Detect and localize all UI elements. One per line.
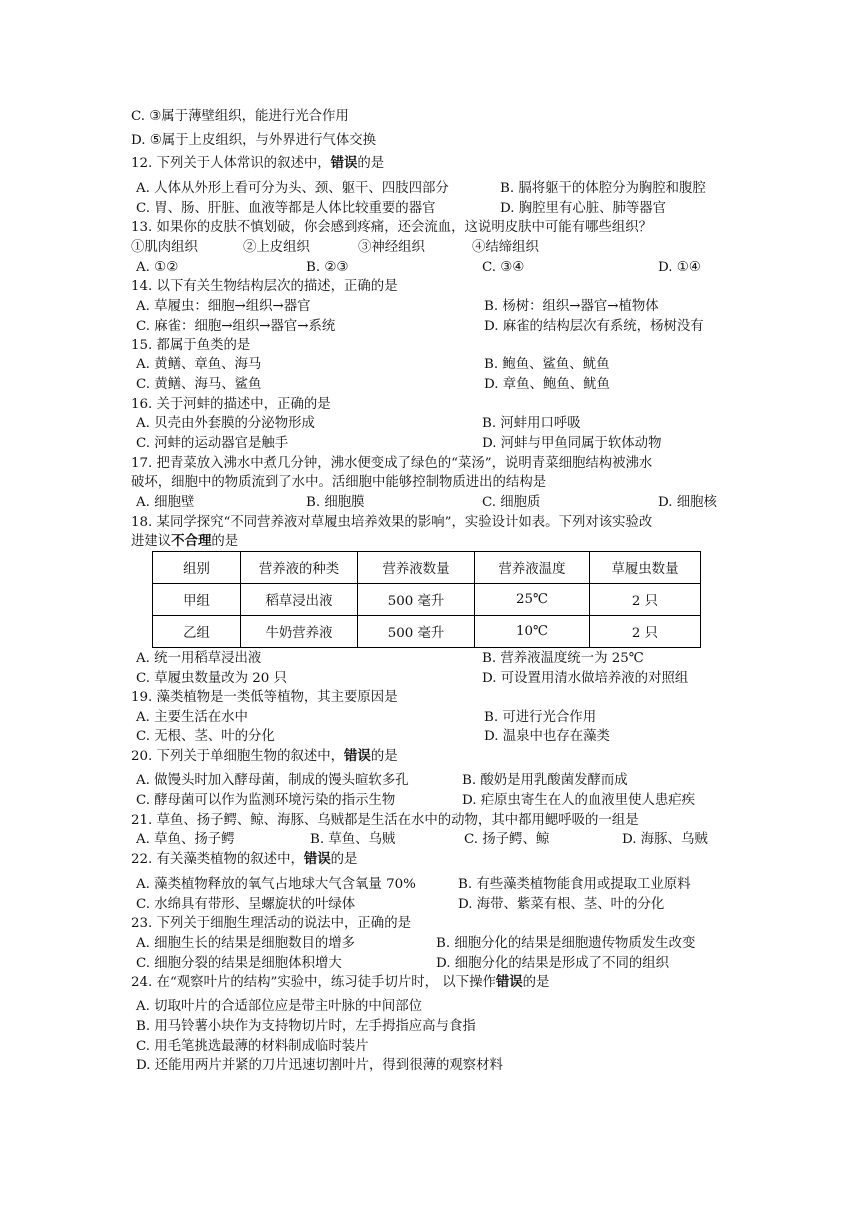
option-d: D. 河蚌与甲鱼同属于软体动物: [482, 436, 662, 451]
option-c: C. 细胞质: [482, 495, 541, 510]
question-20: 20. 下列关于单细胞生物的叙述中，错误的是: [131, 748, 398, 764]
option-d: D. 海带、紫菜有根、茎、叶的分化: [458, 897, 665, 912]
option-b: B. 细胞分化的结果是细胞遗传物质发生改变: [436, 936, 696, 951]
table-cell: 25℃: [475, 584, 590, 616]
table-cell: 10℃: [475, 616, 590, 648]
option-a: A. 黄鳝、章鱼、海马: [136, 357, 262, 372]
option-d: D. 胸腔里有心脏、肺等器官: [500, 201, 667, 216]
option-d: D. 细胞分化的结果是形成了不同的组织: [436, 956, 670, 971]
option-d: D. 还能用两片并紧的刀片迅速切割叶片，得到很薄的观察材料: [136, 1058, 503, 1073]
emphasis-word: 错误: [344, 748, 371, 764]
table-row: [153, 616, 701, 648]
option-b: B. 营养液温度统一为 25℃: [482, 651, 644, 666]
option-c: C. 水绵具有带形、呈螺旋状的叶绿体: [136, 897, 356, 912]
emphasis-word: 错误: [330, 155, 358, 171]
option-a: A. ①②: [136, 260, 179, 275]
option-a: A. 细胞生长的结果是细胞数目的增多: [136, 936, 356, 951]
option-c: C. 胃、肠、肝脏、血液等都是人体比较重要的器官: [136, 201, 436, 216]
option-d: D. ⑤属于上皮组织，与外界进行气体交换: [131, 133, 377, 148]
option-a: A. 人体从外形上看可分为头、颈、躯干、四肢四部分: [136, 181, 449, 196]
option-d: D. 章鱼、鲍鱼、鱿鱼: [484, 377, 610, 392]
question-13: 13. 如果你的皮肤不慎划破，你会感到疼痛，还会流血，这说明皮肤中可能有哪些组织？: [131, 220, 653, 235]
option-c: C. 酵母菌可以作为监测环境污染的指示生物: [136, 793, 396, 808]
table-cell: 500 毫升: [358, 616, 475, 648]
table-header-cell: 营养液温度: [475, 552, 590, 584]
option-b: B. 草鱼、乌贼: [310, 832, 396, 847]
table-cell: 牛奶营养液: [241, 616, 358, 648]
question-16: 16. 关于河蚌的描述中，正确的是: [131, 397, 331, 412]
table-header-row: [153, 552, 701, 584]
option-c: C. 细胞分裂的结果是细胞体积增大: [136, 956, 342, 971]
option-b: B. 酸奶是用乳酸菌发酵而成: [462, 773, 628, 788]
option-a: A. 细胞壁: [136, 495, 195, 510]
option-b: B. 细胞膜: [306, 495, 365, 510]
option-d: D. 麻雀的结构层次有系统，杨树没有: [484, 319, 704, 334]
question-17-line1: 17. 把青菜放入沸水中煮几分钟，沸水便变成了绿色的“菜汤”，说明青菜细胞结构被沸水: [131, 456, 653, 471]
question-21: 21. 草鱼、扬子鳄、鲸、海豚、乌贼都是生活在水中的动物，其中都用鳃呼吸的一组是: [131, 813, 639, 828]
experiment-table: [152, 551, 701, 648]
table-header-cell: 营养液数量: [358, 552, 475, 584]
option-c: C. 扬子鳄、鲸: [464, 832, 550, 847]
table-cell: 2 只: [590, 584, 701, 616]
choice-3: ③神经组织: [358, 240, 425, 255]
table-header-cell: 组别: [153, 552, 241, 584]
option-d: D. ①④: [658, 260, 701, 275]
emphasis-word: 不合理: [171, 533, 212, 549]
option-c: C. 麻雀：细胞→组织→器官→系统: [136, 319, 336, 334]
option-a: A. 贝壳由外套膜的分泌物形成: [136, 416, 315, 431]
table-row: [153, 584, 701, 616]
option-b: B. 有些藻类植物能食用或提取工业原料: [458, 877, 691, 892]
option-c: C. 河蚌的运动器官是触手: [136, 436, 289, 451]
choice-4: ④结缔组织: [472, 240, 539, 255]
option-c: C. 黄鳝、海马、鲨鱼: [136, 377, 262, 392]
question-22: 22. 有关藻类植物的叙述中，错误的是: [131, 851, 358, 867]
question-23: 23. 下列关于细胞生理活动的说法中，正确的是: [131, 916, 411, 931]
option-b: B. 杨树：组织→器官→植物体: [484, 299, 659, 314]
option-c: C. ③属于薄壁组织，能进行光合作用: [131, 109, 349, 124]
option-a: A. 草履虫：细胞→组织→器官: [136, 299, 311, 314]
option-a: A. 做馒头时加入酵母菌，制成的馒头暄软多孔: [136, 773, 409, 788]
option-d: D. 细胞核: [658, 495, 717, 510]
option-d: D. 温泉中也存在藻类: [484, 729, 610, 744]
table-header-cell: 草履虫数量: [590, 552, 701, 584]
table-cell: 乙组: [153, 616, 241, 648]
option-c: C. 用毛笔挑选最薄的材料制成临时装片: [136, 1039, 369, 1054]
question-14: 14. 以下有关生物结构层次的描述，正确的是: [131, 279, 398, 294]
emphasis-word: 错误: [495, 974, 523, 990]
question-12: 12. 下列关于人体常识的叙述中，错误的是: [131, 155, 385, 171]
question-18-line1: 18. 某同学探究“不同营养液对草履虫培养效果的影响”，实验设计如表。下列对该实验改: [131, 515, 653, 530]
option-a: A. 主要生活在水中: [136, 710, 248, 725]
emphasis-word: 错误: [303, 851, 331, 867]
table-header-cell: 营养液的种类: [241, 552, 358, 584]
option-b: B. 膈将躯干的体腔分为胸腔和腹腔: [500, 181, 706, 196]
option-d: D. 海豚、乌贼: [622, 832, 708, 847]
option-b: B. 鲍鱼、鲨鱼、鱿鱼: [484, 357, 610, 372]
option-a: A. 草鱼、扬子鳄: [136, 832, 235, 847]
question-15: 15. 都属于鱼类的是: [131, 338, 251, 353]
option-a: A. 切取叶片的合适部位应是带主叶脉的中间部位: [136, 999, 422, 1014]
table-cell: 稻草浸出液: [241, 584, 358, 616]
option-c: C. ③④: [482, 260, 525, 275]
question-17-line2: 破坏，细胞中的物质流到了水中。活细胞中能够控制物质进出的结构是: [131, 475, 547, 490]
option-b: B. 河蚌用口呼吸: [482, 416, 581, 431]
choice-2: ②上皮组织: [243, 240, 310, 255]
option-a: A. 统一用稻草浸出液: [136, 651, 262, 666]
question-19: 19. 藻类植物是一类低等植物，其主要原因是: [131, 690, 398, 705]
question-18-line2: 进建议不合理的是: [131, 533, 239, 549]
option-b: B. 用马铃薯小块作为支持物切片时，左手拇指应高与食指: [136, 1019, 476, 1034]
table-cell: 2 只: [590, 616, 701, 648]
question-24: 24. 在“观察叶片的结构”实验中，练习徒手切片时， 以下操作错误的是: [131, 974, 550, 990]
option-c: C. 无根、茎、叶的分化: [136, 729, 275, 744]
option-b: B. ②③: [306, 260, 349, 275]
option-c: C. 草履虫数量改为 20 只: [136, 671, 287, 686]
option-a: A. 藻类植物释放的氧气占地球大气含氧量 70%: [136, 877, 416, 892]
choice-1: ①肌肉组织: [131, 240, 198, 255]
option-d: D. 疟原虫寄生在人的血液里使人患疟疾: [462, 793, 696, 808]
option-b: B. 可进行光合作用: [484, 710, 597, 725]
table-cell: 500 毫升: [358, 584, 475, 616]
option-d: D. 可设置用清水做培养液的对照组: [482, 671, 689, 686]
table-cell: 甲组: [153, 584, 241, 616]
